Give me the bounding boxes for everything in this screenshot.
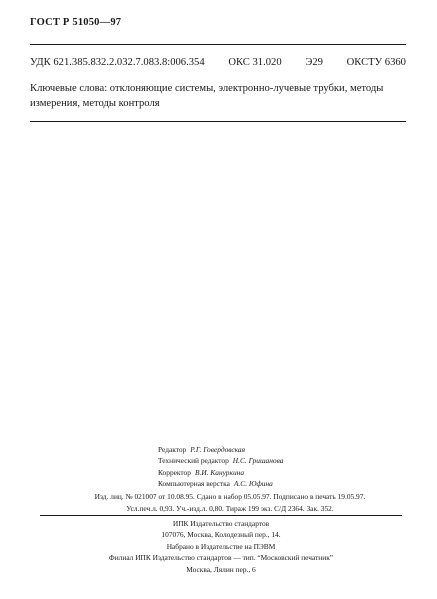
credit-tech-editor	[158, 455, 283, 466]
keywords-text: Ключевые слова: отклоняющие системы, электронно-лучевые трубки, методы измерения, методы контроля	[30, 83, 384, 109]
imprint-block	[40, 518, 402, 575]
classification-line	[30, 57, 406, 68]
standard-code: ГОСТ Р 51050—97	[30, 17, 122, 28]
publication-line-2: Усл.печ.л. 0,93. Уч.-изд.л. 0,80. Тираж 199 экз. С/Д 2364. Зак. 352.	[126, 503, 334, 513]
credit-name: Р.Г. Говердовская	[190, 445, 246, 454]
credit-role: Корректор	[158, 467, 191, 477]
publication-info	[60, 491, 400, 514]
imprint-line-3: Набрано в Издательстве на ПЭВМ	[166, 541, 276, 551]
credit-role: Технический редактор	[158, 456, 229, 466]
top-rule	[30, 44, 406, 45]
credits-block	[158, 444, 283, 489]
credit-proofreader	[158, 467, 283, 478]
imprint-line-1: ИПК Издательство стандартов	[172, 519, 270, 528]
imprint-line-5: Москва, Лялин пер., 6	[186, 564, 256, 574]
credit-layout	[158, 478, 283, 489]
group-code: Э29	[305, 57, 323, 68]
credit-name: В.И. Кануркина	[194, 467, 245, 477]
credit-name: Н.С. Гришанова	[232, 456, 284, 466]
credit-role: Компьютерная верстка	[158, 478, 230, 488]
imprint-line-4: Филиал ИПК Издательство стандартов — тип. “Московский печатник”	[108, 553, 334, 563]
credit-editor	[158, 444, 283, 455]
udk-code: УДК 621.385.832.2.032.7.083.8:006.354	[30, 57, 205, 68]
oks-code: ОКС 31.020	[228, 57, 282, 68]
keywords-rule	[30, 121, 406, 122]
credit-role: Редактор	[158, 445, 187, 454]
okstu-code: ОКСТУ 6360	[346, 57, 406, 68]
imprint-line-2: 107076, Москва, Колодезный пер., 14.	[161, 530, 281, 540]
imprint-rule	[40, 515, 402, 516]
publication-line-1: Изд. лиц. № 021007 от 10.08.95. Сдано в набор 05.05.97. Подписано в печать 19.05.97.	[94, 492, 366, 501]
credit-name: А.С. Юфина	[233, 478, 273, 488]
